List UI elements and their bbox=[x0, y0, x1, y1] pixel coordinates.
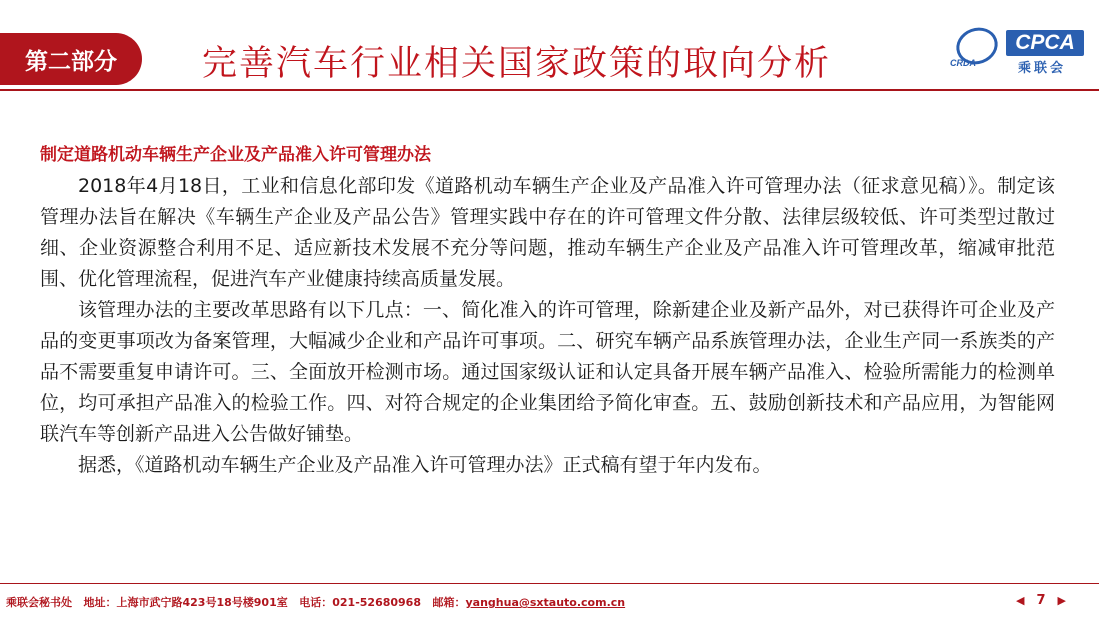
cpca-logo bbox=[948, 22, 1088, 74]
footer-email-label: 邮箱： bbox=[432, 596, 466, 609]
footer-info bbox=[6, 594, 625, 610]
paragraph-3: 据悉，《道路机动车辆生产企业及产品准入许可管理办法》正式稿有望于年内发布。 bbox=[78, 454, 772, 476]
header-divider bbox=[0, 89, 1099, 91]
footer-phone: 电话：021-52680968 bbox=[299, 596, 421, 609]
logo-mark-text: CRDA bbox=[950, 58, 976, 68]
content-heading: 制定道路机动车辆生产企业及产品准入许可管理办法 bbox=[40, 145, 431, 165]
logo-brand-cn: 乘联会 bbox=[1018, 61, 1067, 76]
footer-divider bbox=[0, 583, 1099, 584]
prev-page-icon[interactable]: ◀ bbox=[1016, 594, 1025, 607]
slide-content bbox=[40, 140, 1055, 481]
page-navigator bbox=[1016, 593, 1066, 608]
paragraph-1: 2018年4月18日，工业和信息化部印发《道路机动车辆生产企业及产品准入许可管理办法（征求意见稿）》。制定该管理办法旨在解决《车辆生产企业及产品公告》管理实践中存在的许可管理文件分散、法律层级较低、许可类型过散过细、企业资源整合利用不足、适应新技术发展不充分等问题，推动车辆生产企业及产品准入许可管理改革，缩减审批范围、优化管理流程，促进汽车产业健康持续高质量发展。 bbox=[40, 175, 1055, 290]
slide-header bbox=[0, 0, 1099, 95]
paragraph-2: 该管理办法的主要改革思路有以下几点：一、简化准入的许可管理，除新建企业及新产品外，对已获得许可企业及产品的变更事项改为备案管理，大幅减少企业和产品许可事项。二、研究车辆产品系族管理办法，企业生产同一系族类的产品不需要重复申请许可。三、全面放开检测市场。通过国家级认证和认定具备开展车辆产品准入、检验所需能力的检测单位，均可承担产品准入的检验工作。四、对符合规定的企业集团给予简化审查。五、鼓励创新技术和产品应用，为智能网联汽车等创新产品进入公告做好铺垫。 bbox=[40, 299, 1055, 445]
page-title: 完善汽车行业相关国家政策的取向分析 bbox=[202, 44, 832, 84]
logo-brand: CPCA bbox=[1006, 30, 1084, 56]
next-page-icon[interactable]: ▶ bbox=[1057, 594, 1066, 607]
footer-org: 乘联会秘书处 bbox=[6, 596, 72, 609]
footer-email-link[interactable]: yanghua@sxtauto.com.cn bbox=[465, 596, 626, 609]
section-label: 第二部分 bbox=[0, 33, 142, 85]
page-number: 7 bbox=[1036, 593, 1046, 608]
footer-address: 地址：上海市武宁路423号18号楼901室 bbox=[83, 596, 288, 609]
